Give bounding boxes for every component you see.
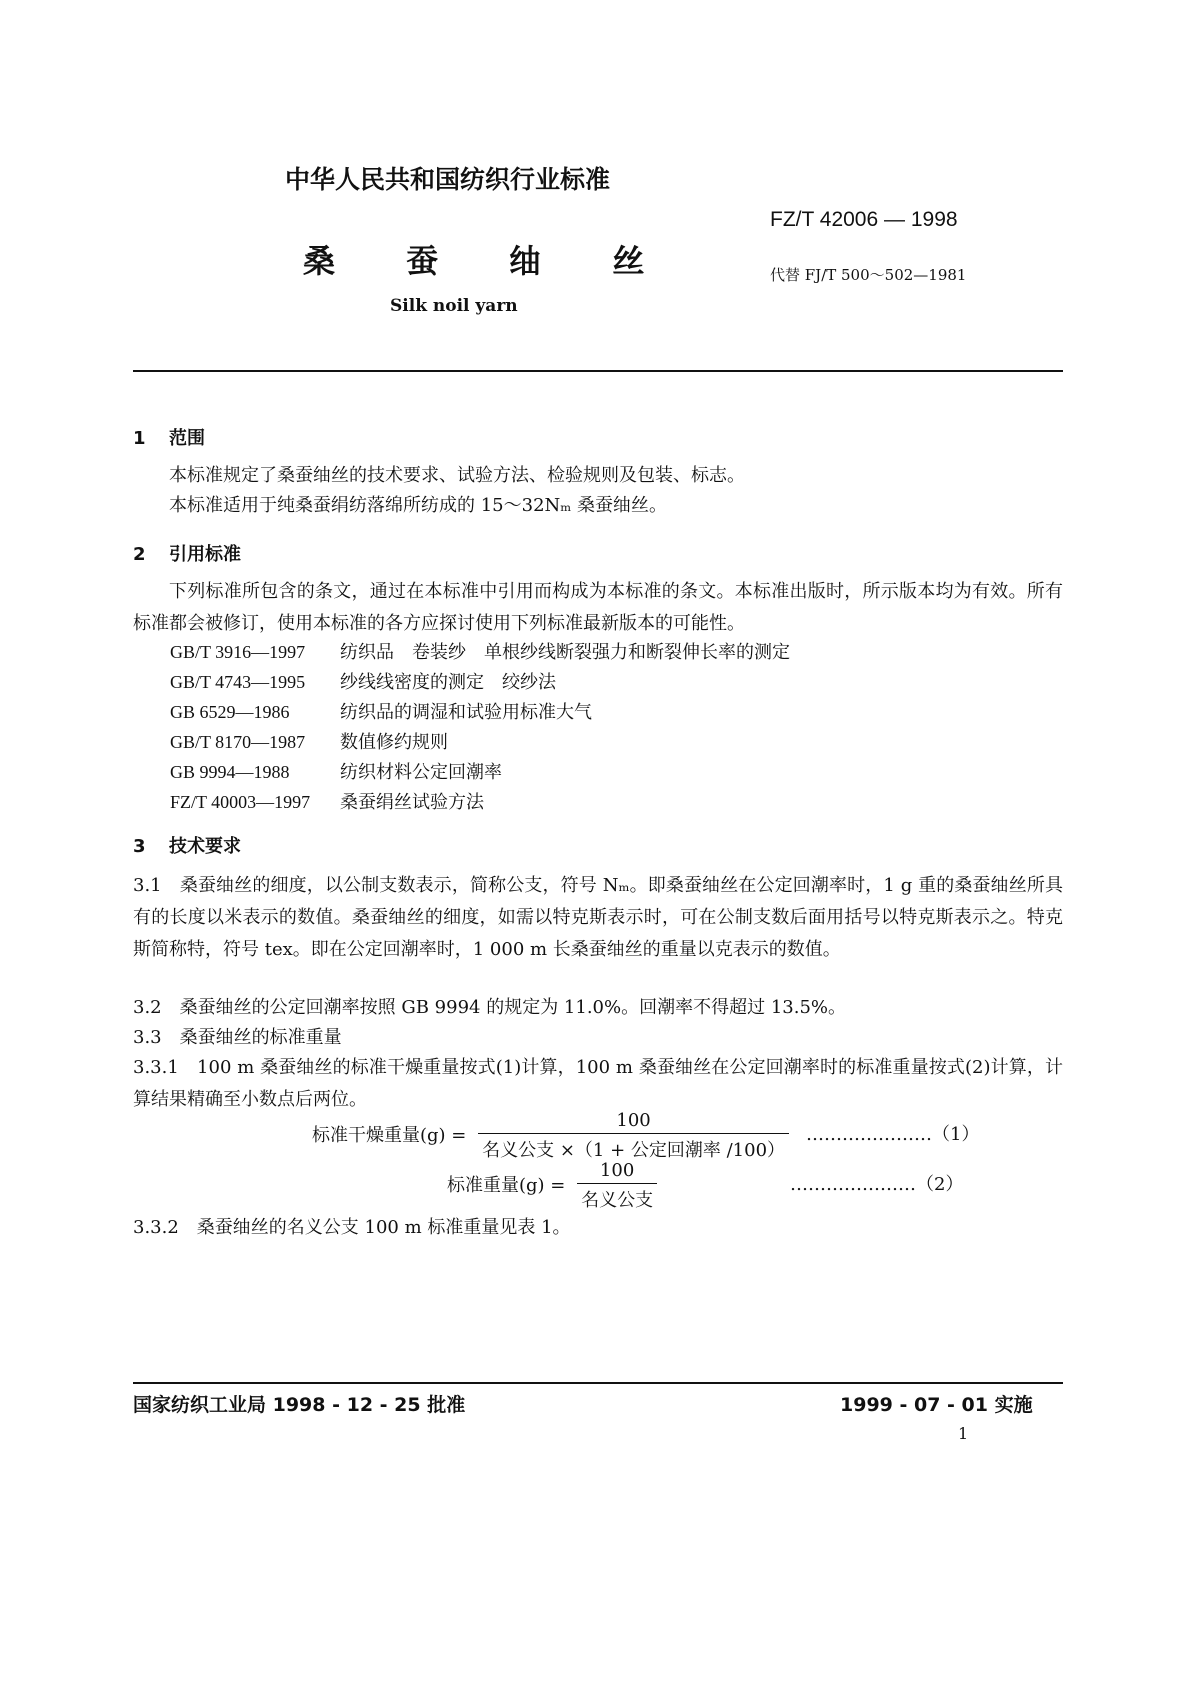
effective-date: 1999 - 07 - 01 实施	[840, 1394, 1033, 1416]
section-3-number: 3	[133, 836, 146, 857]
reference-title: 数值修约规则	[340, 732, 448, 753]
document-title: 桑 蚕 䌷 丝	[303, 242, 675, 280]
section-1-title	[133, 424, 205, 450]
reference-item	[170, 728, 448, 754]
section-3-title	[133, 832, 241, 858]
clause-3-3-2: 3.3.2 桑蚕䌷丝的名义公支 100 m 标准重量见表 1。	[133, 1217, 571, 1238]
formula-1-numerator: 100	[616, 1110, 651, 1131]
reference-item	[170, 698, 592, 724]
clause-3-3: 3.3 桑蚕䌷丝的标准重量	[133, 1027, 342, 1048]
section-1-heading: 范围	[169, 428, 205, 449]
section-2-number: 2	[133, 544, 146, 565]
reference-code: GB 9994—1988	[170, 762, 290, 782]
section-2-title	[133, 540, 241, 566]
formula-1-fraction	[478, 1110, 789, 1162]
standard-number: FZ/T 42006 — 1998	[770, 208, 958, 231]
formula-1-lhs: 标准干燥重量(g) =	[312, 1125, 467, 1146]
header-rule	[133, 370, 1063, 372]
formula-2-denominator: 名义公支	[577, 1183, 657, 1212]
formula-2	[447, 1160, 657, 1212]
reference-title: 纺织品的调湿和试验用标准大气	[340, 702, 592, 723]
footer-rule	[133, 1382, 1063, 1384]
page-number: 1	[958, 1424, 969, 1443]
formula-2-number: …………………（2）	[790, 1174, 964, 1195]
formula-2-numerator: 100	[599, 1160, 635, 1181]
reference-code: GB/T 4743—1995	[170, 672, 306, 692]
reference-item	[170, 668, 556, 694]
reference-title: 纺织品 卷装纱 单根纱线断裂强力和断裂伸长率的测定	[340, 642, 790, 663]
section-1-para-1: 本标准规定了桑蚕䌷丝的技术要求、试验方法、检验规则及包装、标志。	[169, 465, 745, 486]
reference-item	[170, 638, 790, 664]
reference-title: 纺织材料公定回潮率	[340, 762, 502, 783]
formula-1-number: …………………（1）	[806, 1124, 980, 1145]
replaces-note: 代替 FJ/T 500～502—1981	[770, 266, 967, 284]
reference-item	[170, 758, 502, 784]
formula-2-lhs: 标准重量(g) =	[447, 1175, 566, 1196]
reference-code: FZ/T 40003—1997	[170, 792, 311, 812]
formula-2-fraction	[577, 1160, 657, 1212]
section-1-number: 1	[133, 428, 146, 449]
formula-1-denominator: 名义公支 ×（1 + 公定回潮率 /100）	[478, 1133, 789, 1162]
issuing-org: 中华人民共和国纺织行业标准	[285, 165, 611, 194]
formula-1	[312, 1110, 789, 1162]
title-english: Silk noil yarn	[390, 296, 518, 316]
reference-code: GB/T 3916—1997	[170, 642, 306, 662]
reference-code: GB 6529—1986	[170, 702, 290, 722]
section-3-heading: 技术要求	[169, 836, 241, 857]
clause-3-3-1: 3.3.1 100 m 桑蚕䌷丝的标准干燥重量按式(1)计算，100 m 桑蚕䌷丝在公定回潮率时的标准重量按式(2)计算，计算结果精确至小数点后两位。	[133, 1057, 1063, 1110]
clause-3-2: 3.2 桑蚕䌷丝的公定回潮率按照 GB 9994 的规定为 11.0%。回潮率不得超过 13.5%。	[133, 997, 847, 1018]
section-2-intro: 下列标准所包含的条文，通过在本标准中引用而构成为本标准的条文。本标准出版时，所示版本均为有效。所有标准都会被修订，使用本标准的各方应探讨使用下列标准最新版本的可能性。	[133, 581, 1063, 634]
clause-3-1: 3.1 桑蚕䌷丝的细度，以公制支数表示，简称公支，符号 Nₘ。即桑蚕䌷丝在公定回潮率时，1 g 重的桑蚕䌷丝所具有的长度以米表示的数值。桑蚕䌷丝的细度，如需以特克斯表示时，可在公制支数后面用括号以特克斯表示之。特克斯简称特，符号 tex。即在公定回潮率时，1 000 m 长桑蚕䌷丝的重量以克表示的数值。	[133, 875, 1063, 960]
section-2-heading: 引用标准	[169, 544, 241, 565]
section-1-para-2: 本标准适用于纯桑蚕绢纺落绵所纺成的 15～32Nₘ 桑蚕䌷丝。	[169, 495, 668, 516]
reference-title: 桑蚕绢丝试验方法	[340, 792, 484, 813]
reference-title: 纱线线密度的测定 绞纱法	[340, 672, 556, 693]
approval-note: 国家纺织工业局 1998 - 12 - 25 批准	[133, 1394, 466, 1416]
reference-item	[170, 788, 484, 814]
reference-code: GB/T 8170—1987	[170, 732, 306, 752]
